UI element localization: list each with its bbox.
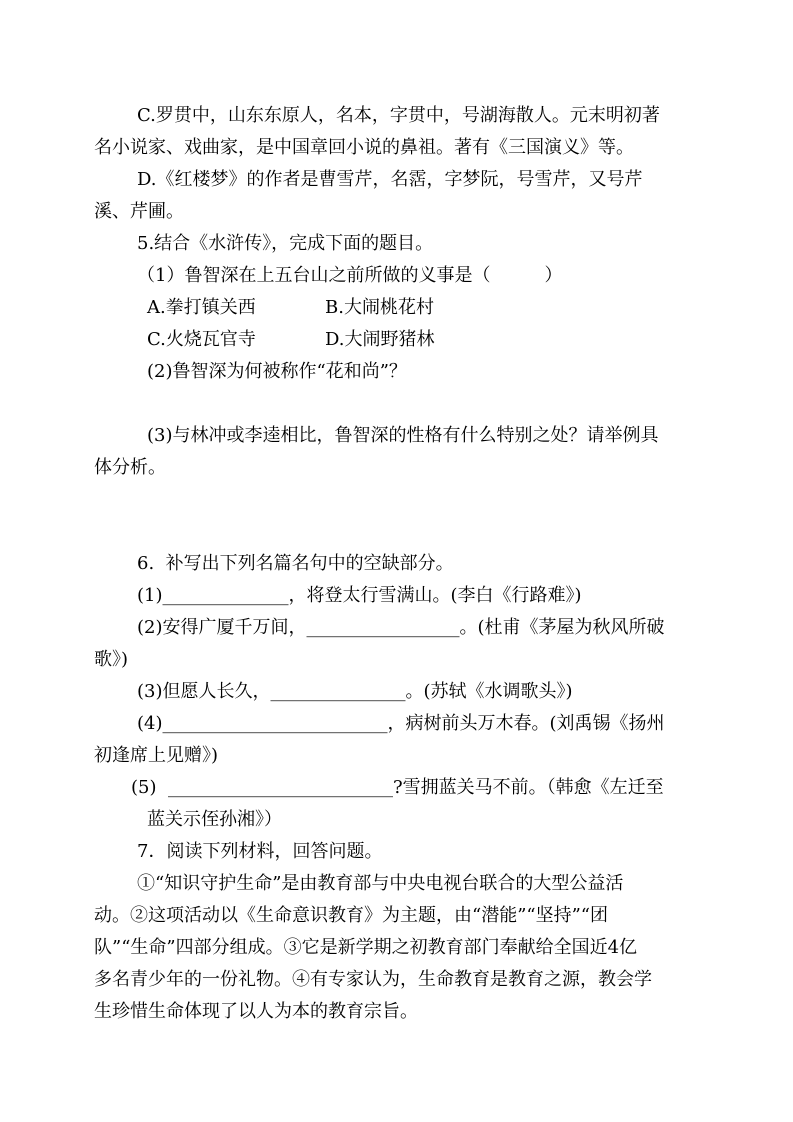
material-line-3: 队”“生命”四部分组成。③它是新学期之初教育部门奉献给全国近4亿 — [94, 937, 638, 958]
question-6-4-line-2: 初逢席上见赠》) — [94, 745, 219, 766]
question-6-2-line-1: (2)安得广厦千万间，_________________。(杜甫《茅屋为秋风所破 — [137, 617, 665, 638]
question-5-1: （1）鲁智深在上五台山之前所做的义事是（ ） — [137, 265, 563, 286]
option-c: C.火烧瓦官寺 — [147, 329, 256, 350]
question-5-2: (2)鲁智深为何被称作“花和尚”？ — [147, 361, 407, 382]
material-line-1: ①“知识守护生命”是由教育部与中央电视台联合的大型公益活 — [137, 873, 624, 894]
option-b: B.大闹桃花村 — [325, 297, 434, 318]
material-line-4: 多名青少年的一份礼物。④有专家认为，生命教育是教育之源，教会学 — [94, 969, 652, 990]
question-6-3: (3)但愿人长久，_______________。(苏轼《水调歌头》) — [137, 681, 573, 702]
material-line-2: 动。②这项活动以《生命意识教育》为主题，由“潜能”“坚持”“团 — [94, 905, 609, 926]
option-c-line-2: 名小说家、戏曲家，是中国章回小说的鼻祖。著有《三国演义》等。 — [94, 137, 634, 158]
question-5-3-line-1: (3)与林冲或李逵相比，鲁智深的性格有什么特别之处？请举例具 — [147, 425, 659, 446]
question-7-title: 7．阅读下列材料，回答问题。 — [137, 841, 383, 862]
material-line-5: 生珍惜生命体现了以人为本的教育宗旨。 — [94, 1001, 418, 1022]
question-6-2-line-2: 歌》) — [94, 649, 129, 670]
option-a: A.拳打镇关西 — [147, 297, 256, 318]
option-d-line-2: 溪、芹圃。 — [94, 201, 184, 222]
question-5-title: 5.结合《水浒传》，完成下面的题目。 — [137, 233, 434, 254]
question-6-title: 6. 补写出下列名篇名句中的空缺部分。 — [137, 553, 454, 574]
question-6-4-line-1: (4)_________________________，病树前头万木春。(刘禹锡《扬州 — [137, 713, 665, 734]
question-6-5-line-1: (5) _________________________?雪拥蓝关马不前。（韩愈《左迁至 — [131, 777, 664, 798]
question-5-3-line-2: 体分析。 — [94, 457, 166, 478]
option-d-line-1: D.《红楼梦》的作者是曹雪芹，名霑，字梦阮，号雪芹，又号芹 — [137, 169, 643, 190]
option-d: D.大闹野猪林 — [325, 329, 435, 350]
question-6-1: (1)______________，将登太行雪满山。(李白《行路难》) — [137, 585, 582, 606]
question-6-5-line-2: 蓝关示侄孙湘》） — [147, 809, 282, 830]
option-c-line-1: C.罗贯中，山东东原人，名本，字贯中，号湖海散人。元末明初著 — [137, 105, 660, 126]
